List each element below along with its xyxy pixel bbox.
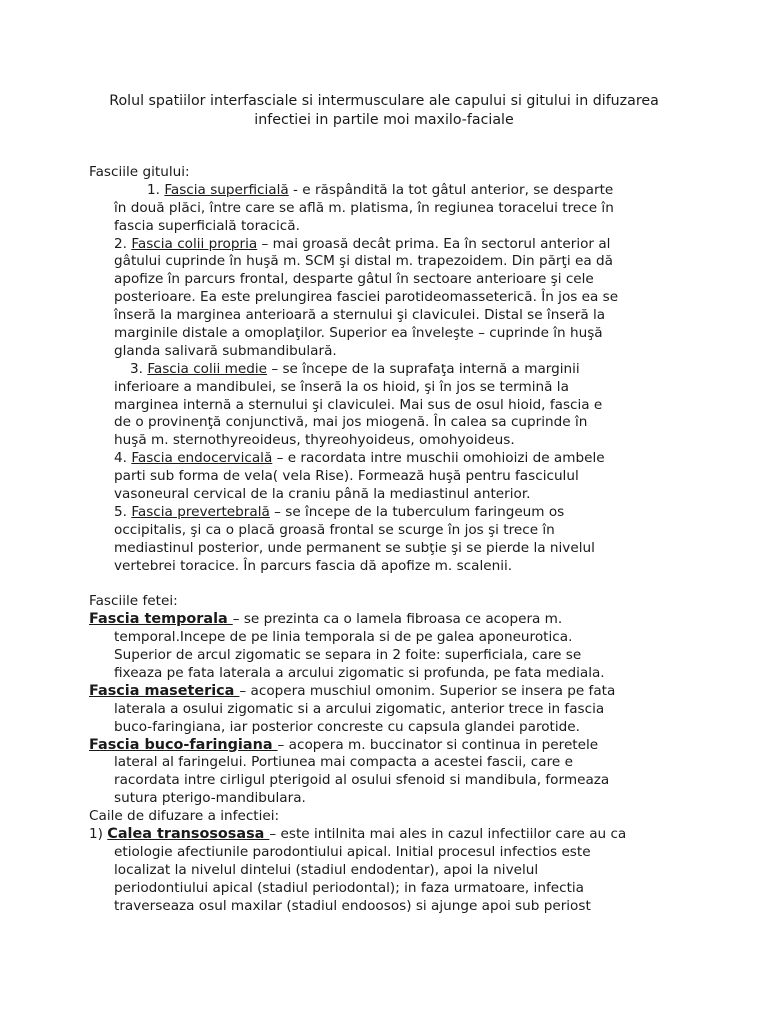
face-fascia-buco-faringiana: Fascia buco-faringiana – acopera m. buccinator si continua in peretele lateral al faringelui. Portiunea mai compacta a acestei fascii, care e racordata intre cirligul pterigoid al osului sfenoid si mandibula, formeaza sutura pterigo-mandibulara. (89, 736, 610, 807)
face-fascia-maseterica: Fascia maseterica – acopera muschiul omonim. Superior se insera pe fata laterala a osului zigomatic si a arcului zigomatic, anterior trece in fascia buco-faringiana, iar posterior concreste cu capsula glandei parotide. (89, 682, 616, 735)
face-fasciae-heading: Fasciile fetei: (89, 593, 178, 610)
spread-routes-heading: Caile de difuzare a infectiei: (89, 808, 280, 825)
neck-fascia-3: 3. Fascia colii medie – se începe de la suprafaţa internă a marginii inferioare a mandibulei, se înseră la os hioid, şi în jos se termină la marginea internă a sternului şi claviculei. Mai sus de osul hioid, fascia e de o provinenţă conjunctivă, mai jos miogenă. În calea sa cuprinde în huşă m. sternothyreoideus, thyreohyoideus, omohyoideus. (114, 360, 603, 449)
document-title (60, 92, 708, 129)
fascia-maseterica-name: Fascia maseterica (89, 682, 240, 699)
fascia-buco-faringiana-name: Fascia buco-faringiana (89, 736, 278, 753)
fascia-superficiala-name: Fascia superficială (164, 181, 289, 198)
neck-fascia-2: 2. Fascia colii propria – mai groasă decât prima. Ea în sectorul anterior al gâtului cuprinde în huşă m. SCM şi distal m. trapezoidem. Din părţi ea dă apofize în parcurs frontal, desparte gâtul în sectoare anterioare şi cele posterioare. Ea este prelungirea fasciei parotideomasseterică. În jos ea se înseră la marginea anterioară a sternului şi claviculei. Distal se înseră la marginile distale a omoplaţilor. Superior ea înveleşte – cuprinde în huşă glanda salivară submandibulară. (114, 235, 619, 359)
neck-fascia-1: 1. Fascia superficială - e răspândită la tot gâtul anterior, se desparte în două plăci, între care se află m. platisma, în regiunea toracelui trece în fascia superficială toracică. (114, 181, 614, 234)
fascia-colii-medie-name: Fascia colii medie (147, 360, 268, 377)
document-body (89, 164, 709, 915)
face-fascia-temporala: Fascia temporala – se prezinta ca o lamela fibroasa ce acopera m. temporal.Incepe de pe linia temporala si de pe galea aponeurotica. Superior de arcul zigomatic se separa in 2 foite: superficiala, care se fixeaza pe fata laterala a arcului zigomatic si profunda, pe fata mediala. (89, 611, 605, 681)
paragraph-gap (89, 575, 709, 593)
neck-fascia-4: 4. Fascia endocervicală – e racordata intre muschii omohioizi de ambele parti sub forma de vela( vela Rise). Formează huşă pentru fasciculul vasoneural cervical de la craniu până la mediastinul anterior. (114, 450, 605, 503)
title-line-1: Rolul spatiilor interfasciale si intermusculare ale capului si gitului in difuzarea (109, 93, 659, 109)
fascia-colii-propria-name: Fascia colii propria (131, 235, 258, 252)
neck-fasciae-heading: Fasciile gitului: (89, 164, 190, 180)
title-line-2: infectiei in partile moi maxilo-faciale (254, 111, 514, 128)
fascia-temporala-name: Fascia temporala (89, 611, 233, 628)
fascia-endocervicala-name: Fascia endocervicală (131, 450, 273, 467)
neck-fascia-5: 5. Fascia prevertebrală – se începe de la tuberculum faringeum os occipitalis, şi ca o placă groasă frontal se scurge în jos şi trece în mediastinul posterior, unde permanent se subţie şi se pierde la nivelul vertebrei toracice. În parcurs fascia dă apofize m. scalenii. (114, 503, 595, 574)
calea-transososasa-name: Calea transososasa (107, 825, 270, 842)
fascia-prevertebrala-name: Fascia prevertebrală (131, 503, 270, 520)
spread-route-1: 1) Calea transososasa – este intilnita mai ales in cazul infectiilor care au ca etiologie afectiunile parodontiului apical. Initial procesul infectios este localizat la nivelul dintelui (stadiul endodentar), apoi la nivelul periodontiului apical (stadiul periodontal); in faza urmatoare, infectia traverseaza osul maxilar (stadiul endoosos) si ajunge apoi sub periost (89, 825, 627, 914)
